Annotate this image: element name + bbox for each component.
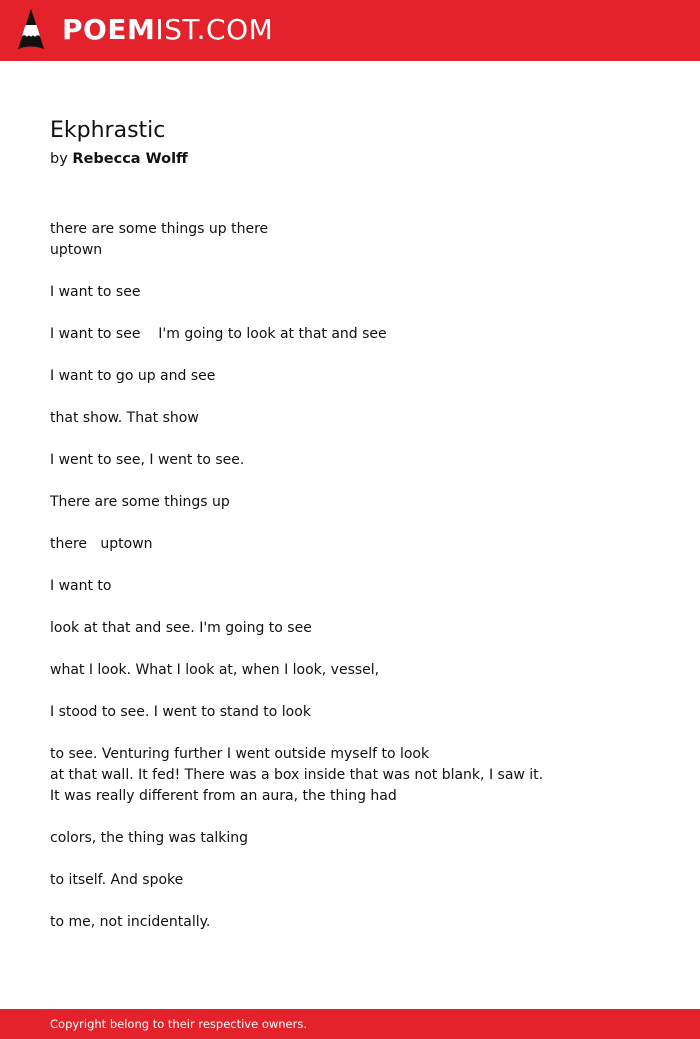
poem-line: there uptown	[50, 536, 153, 552]
poem-line: to see. Venturing further I went outside myself to look	[50, 746, 430, 762]
stanza-break	[50, 891, 670, 912]
poem-body	[50, 219, 670, 933]
poem-line: I want to	[50, 578, 112, 594]
poem-line: There are some things up	[50, 494, 230, 510]
stanza-break	[50, 807, 670, 828]
poem-line: uptown	[50, 242, 103, 258]
stanza-break	[50, 513, 670, 534]
brand-name-bold: POEM	[62, 13, 156, 46]
byline	[50, 148, 188, 170]
site-header	[0, 0, 700, 61]
poem-line: colors, the thing was talking	[50, 830, 249, 846]
stanza-break	[50, 387, 670, 408]
poem-line: at that wall. It fed! There was a box inside that was not blank, I saw it.	[50, 767, 544, 783]
poem-line: to itself. And spoke	[50, 872, 184, 888]
stanza-break	[50, 555, 670, 576]
stanza-break	[50, 429, 670, 450]
poem-line: look at that and see. I'm going to see	[50, 620, 312, 636]
stanza-break	[50, 597, 670, 618]
poem-line: that show. That show	[50, 410, 199, 426]
pencil-tip-icon[interactable]	[16, 8, 46, 52]
poem-line: I went to see, I went to see.	[50, 452, 245, 468]
poem-line: there are some things up there	[50, 221, 269, 237]
poem-line: I want to see I'm going to look at that and see	[50, 326, 387, 342]
stanza-break	[50, 849, 670, 870]
poem-line: I want to go up and see	[50, 368, 216, 384]
poem-title: Ekphrastic	[50, 118, 166, 143]
stanza-break	[50, 303, 670, 324]
stanza-break	[50, 723, 670, 744]
stanza-break	[50, 345, 670, 366]
site-logo[interactable]	[62, 10, 273, 50]
poem-line: what I look. What I look at, when I look, vessel,	[50, 662, 380, 678]
brand-name-light: IST.COM	[155, 13, 274, 46]
stanza-break	[50, 471, 670, 492]
poem-line: to me, not incidentally.	[50, 914, 211, 930]
site-footer	[0, 1009, 700, 1039]
stanza-break	[50, 681, 670, 702]
poem-line: I want to see	[50, 284, 141, 300]
poem-line: I stood to see. I went to stand to look	[50, 704, 311, 720]
author-name: Rebecca Wolff	[72, 151, 188, 167]
copyright-notice: Copyright belong to their respective owners.	[50, 1017, 308, 1031]
poem-line: It was really different from an aura, the thing had	[50, 788, 397, 804]
by-label: by	[50, 151, 68, 167]
stanza-break	[50, 261, 670, 282]
stanza-break	[50, 639, 670, 660]
